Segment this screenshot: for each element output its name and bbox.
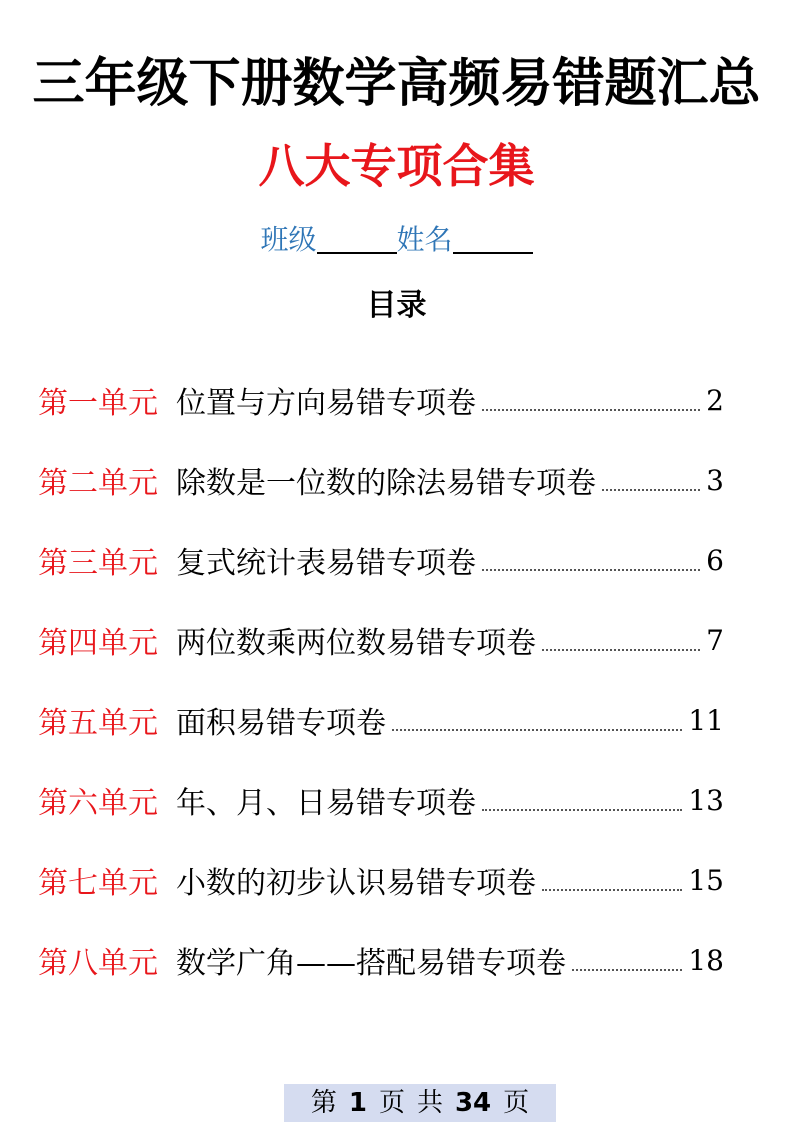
toc-unit-label: 第五单元 — [38, 706, 158, 741]
toc-leader-dots — [572, 969, 682, 971]
toc-entry-8[interactable] — [38, 920, 724, 1000]
footer-di: 第 — [310, 1088, 337, 1118]
toc-entry-4[interactable] — [38, 600, 724, 680]
toc-entry-title: 位置与方向易错专项卷 — [176, 386, 476, 421]
footer-gong: 共 — [416, 1088, 443, 1118]
footer-ye: 页 — [378, 1088, 405, 1118]
toc-page-number: 18 — [688, 943, 724, 977]
table-of-contents — [38, 360, 724, 1000]
toc-leader-dots — [482, 569, 700, 571]
toc-entry-title: 两位数乘两位数易错专项卷 — [176, 626, 536, 661]
toc-entry-title: 复式统计表易错专项卷 — [176, 546, 476, 581]
toc-unit-label: 第二单元 — [38, 466, 158, 501]
toc-page-number: 7 — [706, 623, 724, 657]
toc-unit-label: 第六单元 — [38, 786, 158, 821]
toc-entry-title: 小数的初步认识易错专项卷 — [176, 866, 536, 901]
toc-entry-7[interactable] — [38, 840, 724, 920]
toc-entry-2[interactable] — [38, 440, 724, 520]
total-page-count: 34 — [454, 1088, 492, 1118]
toc-entry-title: 年、月、日易错专项卷 — [176, 786, 476, 821]
footer-ye-end: 页 — [503, 1088, 530, 1118]
toc-leader-dots — [542, 889, 682, 891]
toc-page-number: 2 — [706, 383, 724, 417]
toc-unit-label: 第七单元 — [38, 866, 158, 901]
name-label: 姓名 — [396, 223, 453, 256]
toc-page-number: 6 — [706, 543, 724, 577]
toc-entry-5[interactable] — [38, 680, 724, 760]
toc-page-number: 11 — [688, 703, 724, 737]
toc-entry-3[interactable] — [38, 520, 724, 600]
class-label: 班级 — [260, 223, 317, 256]
document-title: 三年级下册数学高频易错题汇总 — [32, 54, 761, 114]
toc-page-number: 13 — [688, 783, 724, 817]
student-info-line — [0, 220, 793, 260]
current-page-number: 1 — [348, 1088, 367, 1118]
toc-unit-label: 第一单元 — [38, 386, 158, 421]
name-blank — [453, 222, 533, 254]
toc-leader-dots — [542, 649, 700, 651]
class-blank — [317, 222, 397, 254]
toc-leader-dots — [482, 409, 700, 411]
page-footer — [284, 1084, 556, 1122]
document-subtitle: 八大专项合集 — [258, 139, 535, 193]
toc-unit-label: 第八单元 — [38, 946, 158, 981]
toc-entry-title: 数学广角——搭配易错专项卷 — [176, 946, 566, 981]
toc-leader-dots — [482, 809, 682, 811]
toc-entry-title: 除数是一位数的除法易错专项卷 — [176, 466, 596, 501]
toc-page-number: 15 — [688, 863, 724, 897]
toc-page-number: 3 — [706, 463, 724, 497]
toc-unit-label: 第三单元 — [38, 546, 158, 581]
toc-entry-title: 面积易错专项卷 — [176, 706, 386, 741]
toc-entry-6[interactable] — [38, 760, 724, 840]
toc-leader-dots — [602, 489, 700, 491]
toc-heading: 目录 — [366, 288, 427, 323]
toc-entry-1[interactable] — [38, 360, 724, 440]
toc-unit-label: 第四单元 — [38, 626, 158, 661]
toc-leader-dots — [392, 729, 682, 731]
